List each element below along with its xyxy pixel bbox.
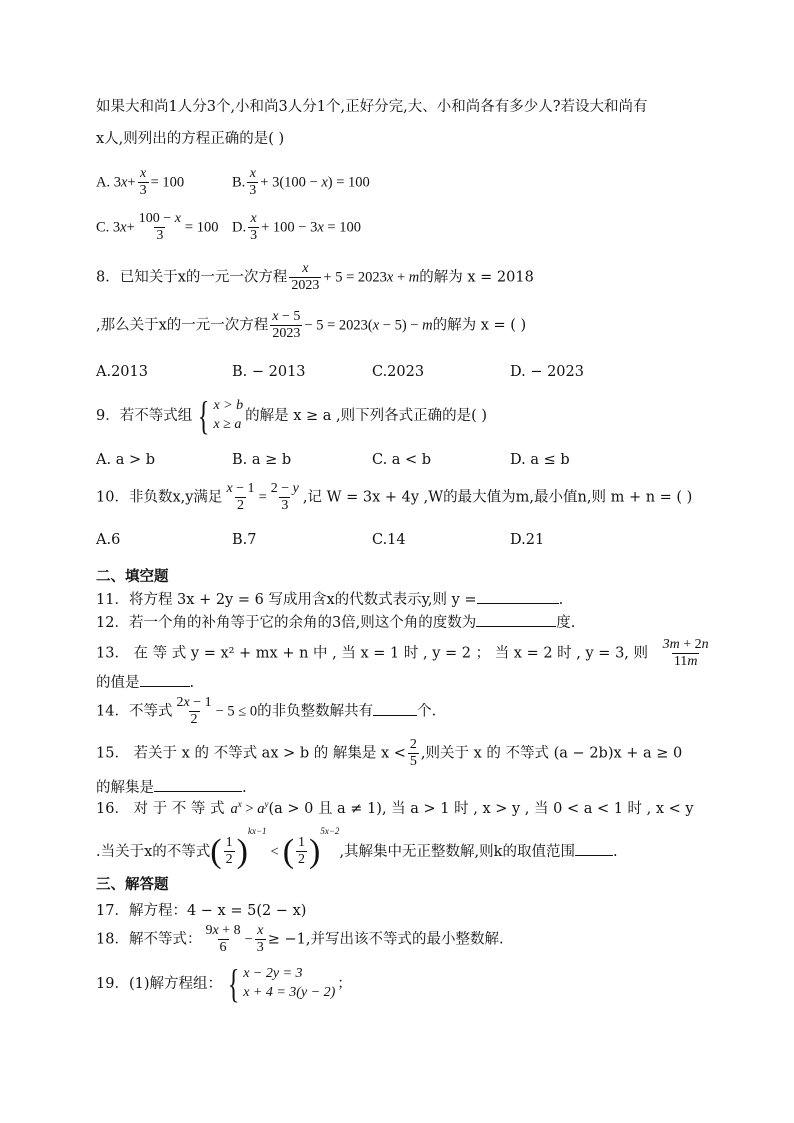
q7-option-d: D. $\frac{x}{3}$ + 100 − 3x = 100 (232, 211, 361, 243)
q8-option-c: C.2023 (372, 364, 425, 380)
q7-option-b: B. $\frac{x}{3}$ + 3(100 − x) = 100 (232, 166, 370, 198)
q7-option-a: A. 3x+ $\frac{x}{3}$ = 100 (96, 166, 185, 198)
q8-option-d: D. − 2023 (510, 364, 584, 380)
q13-line2: 的值是 . (96, 671, 194, 692)
q9-option-d: D. a ≤ b (510, 452, 570, 468)
q10-option-c: C.14 (372, 532, 406, 548)
q15-line1: 15． 若关于 x 的 不等式 ax > b 的 解集是 x < $\frac{2}{5}$ ,则关于 x 的 不等式 (a − 2b)x + a ≥ 0 (96, 737, 683, 769)
q9-option-c: C. a < b (372, 452, 432, 468)
section-heading-fill-in: 二、填空题 (96, 569, 169, 585)
q10-option-b: B.7 (232, 532, 257, 548)
q8-line1: 8．已知关于x的一元一次方程 $\frac{x}{2023}$ + 5 = 2023x + m的解为 x = 2018 (96, 261, 534, 293)
q10-question: 10．非负数x,y满足 $\frac{x - 1}{2}$ = $\frac{2 - y}{3}$ ,记 W = 3x + 4y ,W的最大值为m,最小值n,则 m + n = ( ) (96, 481, 693, 513)
q10-option-a: A.6 (96, 532, 121, 548)
q15-line2: 的解集是 . (96, 776, 247, 797)
q13-line1: 13． 在 等 式 y = x² + mx + n 中 , 当 x = 1 时 , y = 2 ； 当 x = 2 时 , y = 3, 则 $\frac{3m + 2n}{11m}$ (96, 637, 709, 669)
q16-line2: .当关于x的不等式( $\frac{1}{2}$ )$^{kx-1}$< ( $\frac{1}{2}$ )$^{5x-2}$,其解集中无正整数解,则k的取值范围 . (96, 826, 618, 870)
q8-line2: ,那么关于x的一元一次方程 $\frac{x - 5}{2023}$ − 5 = 2023(x − 5) − m的解为 x = ( ) (96, 309, 527, 341)
q14: 14．不等式 $\frac{2x - 1}{2}$ − 5 ≤ 0的非负整数解共有 个. (96, 695, 437, 727)
q7-line2: x人,则列出的方程正确的是( ) (96, 131, 285, 147)
q17: 17．解方程：4 − x = 5(2 − x) (96, 903, 307, 919)
q8-option-b: B. − 2013 (232, 364, 306, 380)
q18: 18．解不等式： $\frac{9x + 8}{6}$ − $\frac{x}{3}$ ≥ −1,并写出该不等式的最小整数解. (96, 923, 504, 955)
q10-option-d: D.21 (510, 532, 545, 548)
q9-question: 9．若不等式组 { x > b x ≥ a 的解是 x ≥ a ,则下列各式正确的是( ) (96, 393, 488, 438)
q16-line1: 16． 对 于 不 等 式 $a^x > a^y(a > 0$ 且 a ≠ 1), 当 a > 1 时 , x > y , 当 0 < a < 1 时 , x < y (96, 799, 694, 817)
q12: 12．若一个角的补角等于它的余角的3倍,则这个角的度数为 度. (96, 611, 575, 632)
q9-option-b: B. a ≥ b (232, 452, 292, 468)
q19: 19．(1)解方程组： { x − 2y = 3 x + 4 = 3(y − 2) ； (96, 961, 352, 1006)
q11: 11．将方程 3x + 2y = 6 写成用含x的代数式表示y,则 y = . (96, 588, 563, 609)
q8-option-a: A.2013 (96, 364, 148, 380)
q7-line1: 如果大和尚1人分3个,小和尚3人分1个,正好分完,大、小和尚各有多少人?若设大和尚有 (96, 99, 648, 115)
section-heading-answers: 三、解答题 (96, 877, 169, 893)
q9-option-a: A. a > b (96, 452, 155, 468)
q7-option-c: C. 3x+ $\frac{100 - x}{3}$ = 100 (96, 211, 219, 243)
